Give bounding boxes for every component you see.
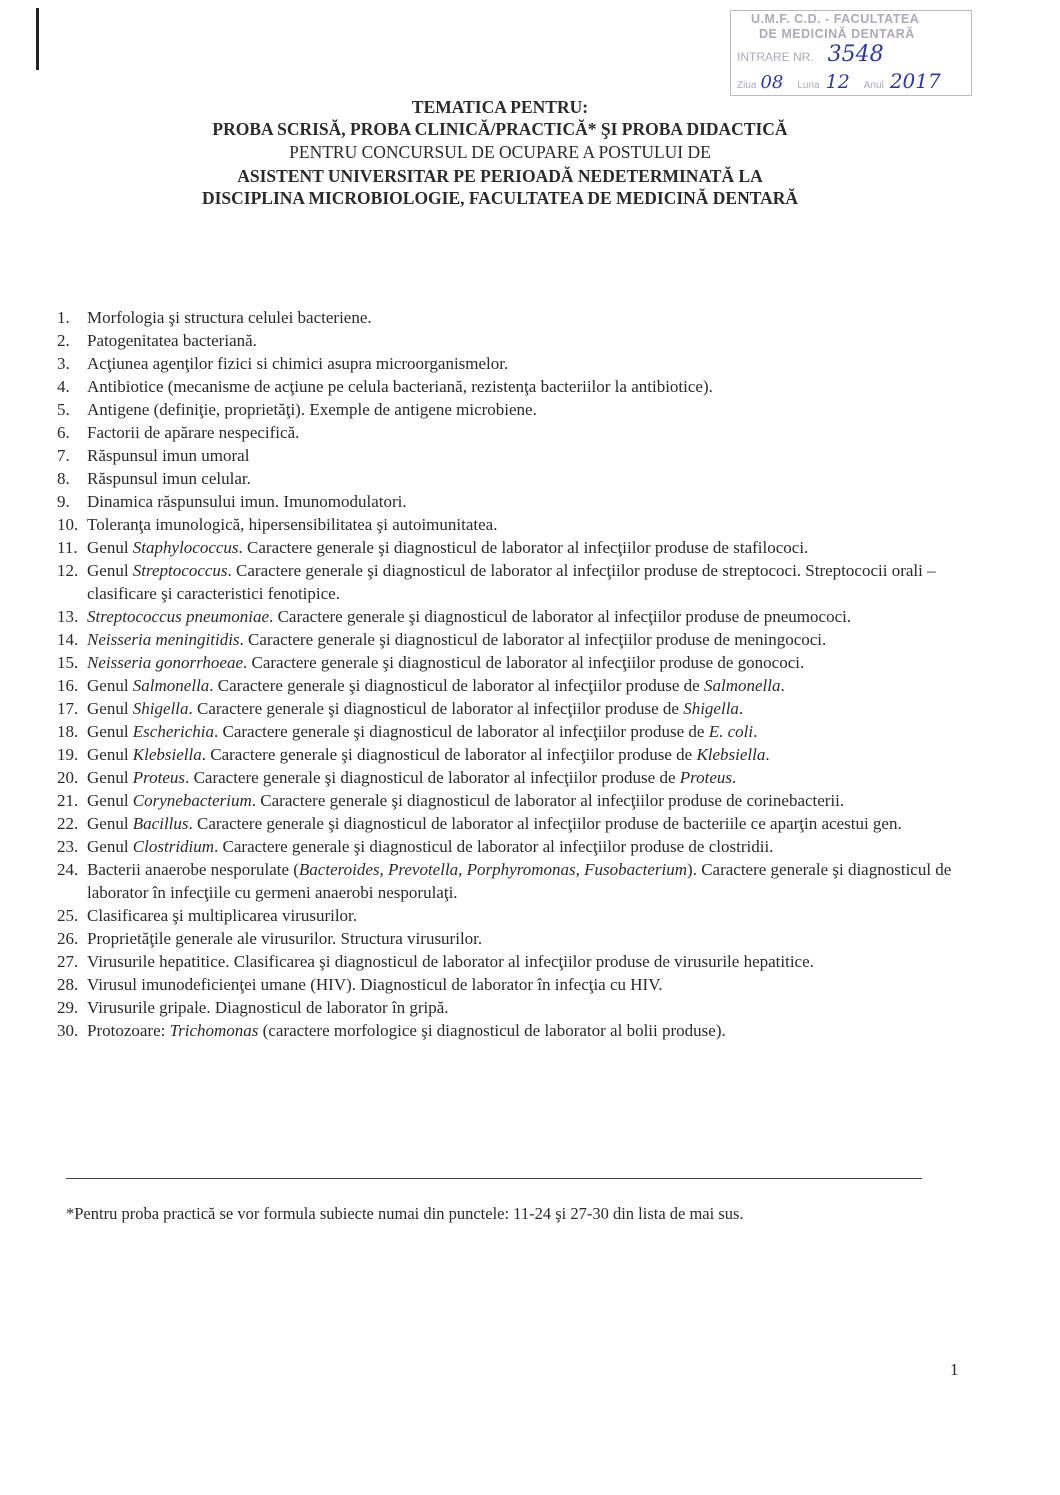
italic-taxon: Shigella	[683, 699, 739, 718]
list-item	[57, 720, 957, 743]
list-item	[57, 536, 957, 559]
text-segment: Antibiotice (mecanisme de acţiune pe celula bacteriană, rezistenţa bacteriilor la antibiotice).	[87, 377, 713, 396]
text-segment: .	[738, 699, 744, 718]
text-segment: Bacterii anaerobe nesporulate (	[87, 860, 299, 879]
list-item	[57, 421, 957, 444]
italic-taxon: Staphylococcus	[132, 538, 239, 557]
item-text	[87, 628, 957, 651]
item-number: 27.	[57, 952, 79, 971]
text-segment: .	[732, 768, 737, 787]
italic-taxon: Klebsiella	[132, 745, 202, 764]
item-text	[87, 490, 957, 513]
text-segment: .	[753, 722, 758, 741]
item-text	[87, 927, 957, 950]
stamp-anul: 2017	[889, 69, 941, 93]
item-number: 8.	[57, 469, 70, 488]
text-segment: Acţiunea agenţilor fizici si chimici asupra microorganismelor.	[87, 354, 509, 373]
item-number: 16.	[57, 676, 79, 695]
stamp-ziua-label: Ziua	[737, 80, 757, 91]
item-text	[87, 559, 957, 605]
item-text	[87, 812, 957, 835]
item-number: 2.	[57, 331, 70, 350]
item-text	[87, 444, 957, 467]
item-number: 23.	[57, 837, 79, 856]
item-number: 12.	[57, 561, 79, 580]
item-number: 25.	[57, 906, 79, 925]
text-segment: Factorii de apărare nespecifică.	[87, 423, 300, 442]
item-number: 13.	[57, 607, 79, 626]
item-number: 17.	[57, 699, 79, 718]
stamp-intrare-nr: 3548	[827, 42, 884, 67]
list-item	[57, 743, 957, 766]
text-segment: . Caractere generale şi diagnosticul de laborator al infecţiilor produse de	[209, 676, 704, 695]
scan-mark	[36, 8, 39, 70]
item-text	[87, 858, 957, 904]
italic-taxon: Neisseria meningitidis	[87, 630, 240, 649]
stamp-intrare-label: INTRARE NR.	[737, 50, 814, 64]
title-line-4: ASISTENT UNIVERSITAR PE PERIOADĂ NEDETERMINATĂ LA	[237, 166, 763, 186]
item-text	[87, 398, 957, 421]
text-segment: . Caractere generale şi diagnosticul de laborator al infecţiilor produse de	[201, 745, 697, 764]
italic-taxon: Corynebacterium	[132, 791, 252, 810]
text-segment: . Caractere generale şi diagnosticul de laborator al infecţiilor produse de	[214, 722, 709, 741]
title-line-1: TEMATICA PENTRU:	[411, 97, 589, 117]
item-number: 15.	[57, 653, 79, 672]
item-text	[87, 605, 957, 628]
item-text	[87, 352, 957, 375]
item-number: 29.	[57, 998, 79, 1017]
item-number: 14.	[57, 630, 79, 649]
italic-taxon: Bacteroides, Prevotella, Porphyromonas, Fusobacterium	[298, 860, 688, 879]
item-text	[87, 950, 957, 973]
item-number: 6.	[57, 423, 70, 442]
list-item	[57, 375, 957, 398]
list-item	[57, 927, 957, 950]
text-segment: Proprietăţile generale ale virusurilor. Structura virusurilor.	[87, 929, 483, 948]
item-text	[87, 651, 957, 674]
text-segment: Genul	[87, 538, 133, 557]
italic-taxon: Salmonella	[132, 676, 210, 695]
list-item	[57, 858, 957, 904]
item-text	[87, 467, 957, 490]
item-number: 4.	[57, 377, 70, 396]
item-number: 1.	[57, 308, 70, 327]
list-item	[57, 973, 957, 996]
text-segment: Genul	[87, 745, 133, 764]
italic-taxon: Streptococcus	[132, 561, 228, 580]
stamp-luna-label: Luna	[797, 80, 820, 91]
text-segment: Genul	[87, 676, 133, 695]
list-item	[57, 306, 957, 329]
text-segment: Virusurile gripale. Diagnosticul de laborator în gripă.	[87, 998, 449, 1017]
stamp-line1: U.M.F. C.D. - FACULTATEA	[751, 12, 920, 26]
text-segment: . Caractere generale şi diagnosticul de laborator al infecţiilor produse de pneumococi.	[269, 607, 852, 626]
item-text	[87, 904, 957, 927]
registration-stamp	[730, 10, 972, 96]
item-number: 5.	[57, 400, 70, 419]
list-item	[57, 950, 957, 973]
text-segment: Toleranţa imunologică, hipersensibilitatea şi autoimunitatea.	[87, 515, 498, 534]
list-item	[57, 398, 957, 421]
text-segment: Clasificarea şi multiplicarea virusurilor.	[87, 906, 358, 925]
list-item	[57, 490, 957, 513]
item-text	[87, 996, 957, 1019]
stamp-ziua: 08	[760, 72, 784, 93]
item-text	[87, 789, 957, 812]
text-segment: .	[780, 676, 785, 695]
text-segment: Morfologia şi structura celulei bacteriene.	[87, 308, 372, 327]
item-text	[87, 329, 957, 352]
text-segment: Genul	[87, 814, 133, 833]
text-segment: Patogenitatea bacteriană.	[87, 331, 257, 350]
text-segment: (caractere morfologice şi diagnosticul de laborator al bolii produse).	[258, 1021, 726, 1040]
text-segment: . Caractere generale şi diagnosticul de laborator al infecţiilor produse de bacteriile ce aparţin acestui gen.	[188, 814, 902, 833]
item-number: 26.	[57, 929, 79, 948]
stamp-anul-label: Anul	[863, 80, 884, 91]
item-number: 20.	[57, 768, 79, 787]
text-segment: .	[765, 745, 770, 764]
item-text	[87, 513, 957, 536]
italic-taxon: Streptococcus pneumoniae	[87, 607, 270, 626]
italic-taxon: E. coli	[708, 722, 754, 741]
footnote: *Pentru proba practică se vor formula subiecte numai din punctele: 11-24 şi 27-30 din lista de mai sus.	[66, 1204, 744, 1223]
text-segment: . Caractere generale şi diagnosticul de laborator al infecţiilor produse de corinebacterii.	[251, 791, 845, 810]
list-item	[57, 513, 957, 536]
list-item	[57, 789, 957, 812]
footnote-divider	[66, 1178, 922, 1179]
item-text	[87, 720, 957, 743]
page-number: 1	[950, 1360, 959, 1379]
item-number: 30.	[57, 1021, 79, 1040]
text-segment: Genul	[87, 791, 133, 810]
italic-taxon: Trichomonas	[169, 1021, 259, 1040]
title-line-5: DISCIPLINA MICROBIOLOGIE, FACULTATEA DE MEDICINĂ DENTARĂ	[201, 188, 799, 208]
list-item	[57, 904, 957, 927]
list-item	[57, 651, 957, 674]
list-item	[57, 674, 957, 697]
text-segment: Antigene (definiţie, proprietăţi). Exemple de antigene microbiene.	[87, 400, 537, 419]
text-segment: . Caractere generale şi diagnosticul de laborator al infecţiilor produse de stafilococi.	[238, 538, 809, 557]
text-segment: . Caractere generale şi diagnosticul de laborator al infecţiilor produse de streptococi. Streptococii orali – clasificare şi caracteristici fenotipice.	[87, 561, 936, 603]
italic-taxon: Escherichia	[132, 722, 214, 741]
item-number: 24.	[57, 860, 79, 879]
italic-taxon: Neisseria gonorrhoeae	[87, 653, 243, 672]
text-segment: . Caractere generale şi diagnosticul de laborator al infecţiilor produse de meningococi.	[239, 630, 827, 649]
text-segment: ). Caractere generale şi diagnosticul de laborator în infecţiile cu germeni anaerobi nesporulaţi.	[87, 860, 952, 902]
italic-taxon: Proteus	[132, 768, 186, 787]
item-number: 3.	[57, 354, 70, 373]
text-segment: . Caractere generale şi diagnosticul de laborator al infecţiilor produse de clostridii.	[214, 837, 774, 856]
list-item	[57, 835, 957, 858]
italic-taxon: Klebsiella	[696, 745, 766, 764]
text-segment: Genul	[87, 722, 133, 741]
list-item	[57, 697, 957, 720]
text-segment: Virusurile hepatitice. Clasificarea şi diagnosticul de laborator al infecţiilor produse de virusurile hepatitice.	[87, 952, 814, 971]
stamp-luna: 12	[825, 71, 850, 93]
italic-taxon: Proteus	[679, 768, 733, 787]
stamp-date-row	[737, 69, 967, 93]
text-segment: Virusul imunodeficienţei umane (HIV). Diagnosticul de laborator în infecţia cu HIV.	[87, 975, 663, 994]
list-item	[57, 628, 957, 651]
text-segment: Genul	[87, 699, 133, 718]
text-segment: Genul	[87, 837, 133, 856]
list-item	[57, 766, 957, 789]
list-item	[57, 444, 957, 467]
topic-list	[57, 306, 957, 1042]
title-line-3: PENTRU CONCURSUL DE OCUPARE A POSTULUI DE	[289, 142, 711, 162]
list-item	[57, 467, 957, 490]
list-item	[57, 605, 957, 628]
item-text	[87, 1019, 957, 1042]
item-number: 18.	[57, 722, 79, 741]
italic-taxon: Salmonella	[703, 676, 781, 695]
list-item	[57, 352, 957, 375]
item-text	[87, 536, 957, 559]
item-text	[87, 306, 957, 329]
item-text	[87, 973, 957, 996]
stamp-line2: DE MEDICINĂ DENTARĂ	[759, 27, 915, 41]
item-text	[87, 697, 957, 720]
item-number: 9.	[57, 492, 70, 511]
list-item	[57, 812, 957, 835]
italic-taxon: Clostridium	[132, 837, 215, 856]
text-segment: Răspunsul imun celular.	[87, 469, 251, 488]
text-segment: Protozoare:	[87, 1021, 170, 1040]
list-item	[57, 996, 957, 1019]
text-segment: . Caractere generale şi diagnosticul de laborator al infecţiilor produse de	[188, 699, 684, 718]
item-number: 7.	[57, 446, 70, 465]
item-text	[87, 835, 957, 858]
item-number: 28.	[57, 975, 79, 994]
list-item	[57, 1019, 957, 1042]
item-text	[87, 421, 957, 444]
item-number: 21.	[57, 791, 79, 810]
list-item	[57, 559, 957, 605]
item-number: 22.	[57, 814, 79, 833]
italic-taxon: Shigella	[132, 699, 189, 718]
text-segment: . Caractere generale şi diagnosticul de laborator al infecţiilor produse de	[185, 768, 680, 787]
item-text	[87, 766, 957, 789]
italic-taxon: Bacillus	[132, 814, 189, 833]
item-number: 19.	[57, 745, 79, 764]
item-number: 10.	[57, 515, 79, 534]
text-segment: Răspunsul imun umoral	[87, 446, 250, 465]
item-text	[87, 375, 957, 398]
item-text	[87, 743, 957, 766]
item-text	[87, 674, 957, 697]
stamp-intrare-row	[737, 42, 967, 68]
item-number: 11.	[57, 538, 78, 557]
title-line-2: PROBA SCRISĂ, PROBA CLINICĂ/PRACTICĂ* ŞI PROBA DIDACTICĂ	[212, 119, 788, 139]
text-segment: Dinamica răspunsului imun. Imunomodulatori.	[87, 492, 407, 511]
list-item	[57, 329, 957, 352]
text-segment: . Caractere generale şi diagnosticul de laborator al infecţiilor produse de gonococi.	[243, 653, 805, 672]
text-segment: Genul	[87, 768, 133, 787]
text-segment: Genul	[87, 561, 133, 580]
